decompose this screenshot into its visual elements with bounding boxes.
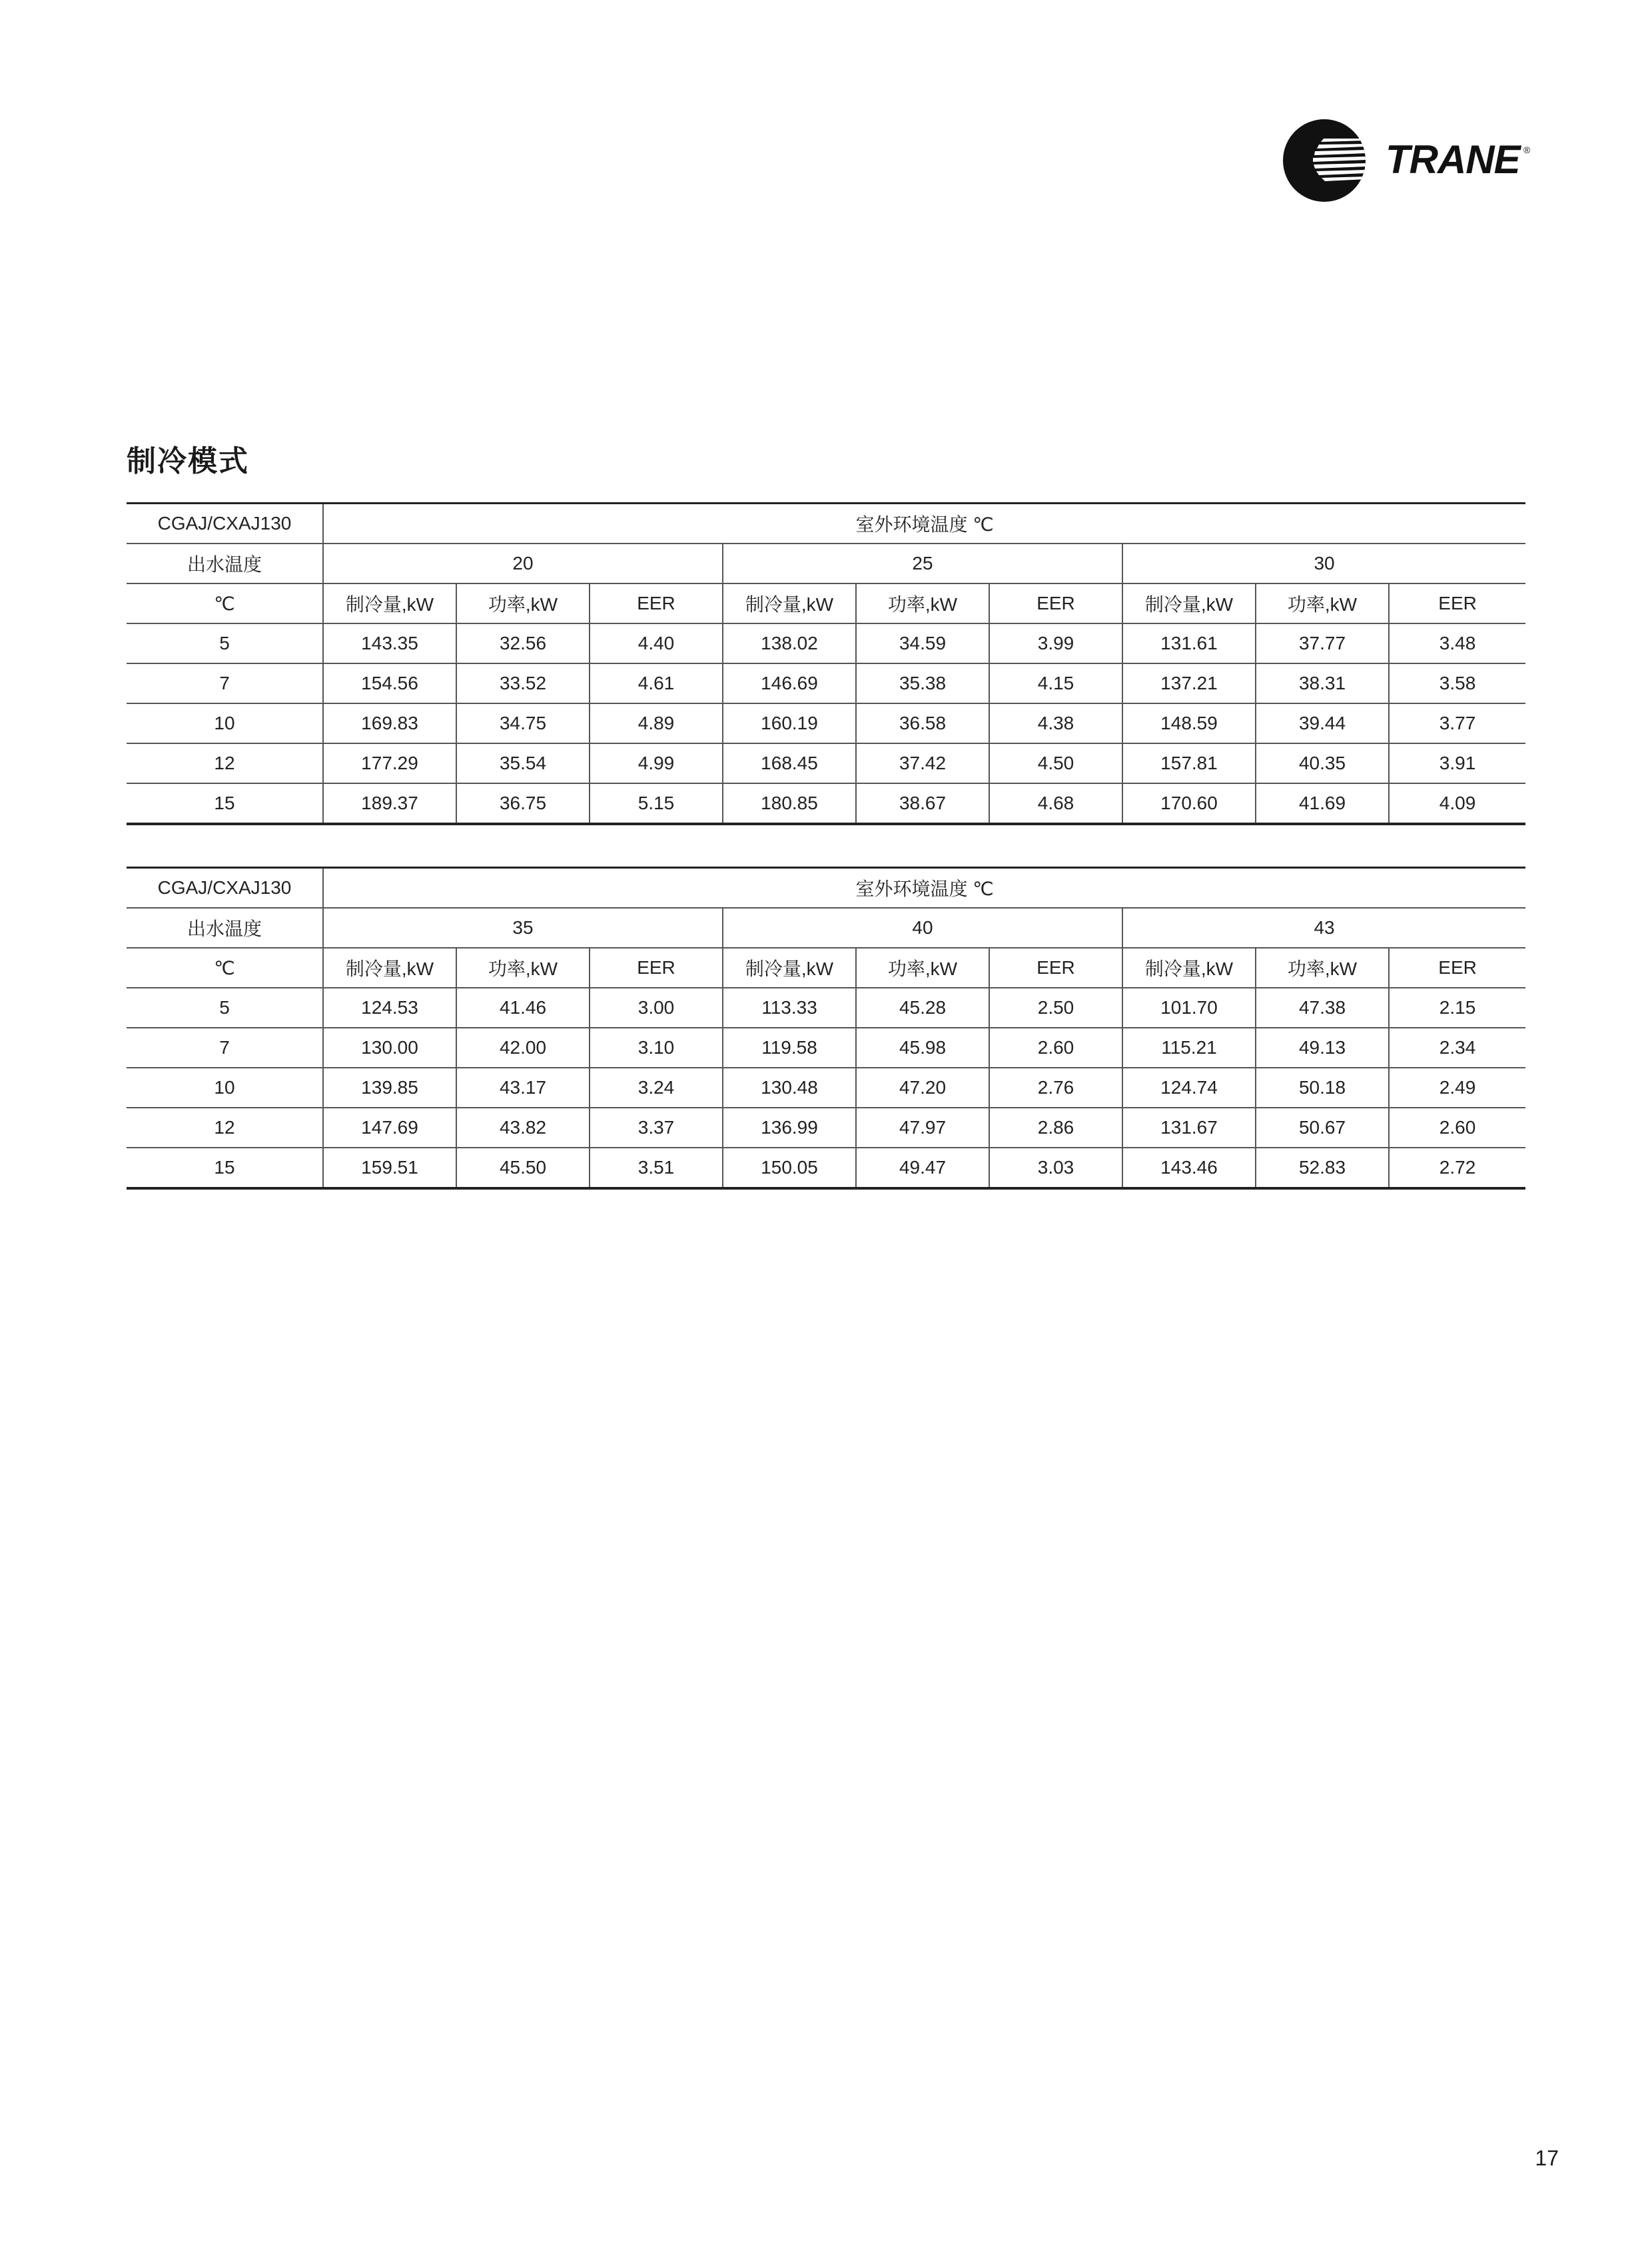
- table-cell: 131.61: [1122, 623, 1256, 663]
- trane-logo: [1282, 119, 1535, 202]
- ambient-temp-value: 25: [723, 544, 1122, 583]
- leaving-water-temp: 12: [127, 1108, 323, 1148]
- ambient-temp-header: 室外环境温度 ℃: [323, 868, 1525, 909]
- table-cell: 124.74: [1122, 1068, 1256, 1108]
- table-row: [127, 988, 1525, 1028]
- table-cell: 47.38: [1256, 988, 1389, 1028]
- table-cell: 4.40: [590, 623, 723, 663]
- table-cell: 2.15: [1389, 988, 1525, 1028]
- header-row-ambient-temps: [127, 908, 1525, 948]
- table-cell: 101.70: [1122, 988, 1256, 1028]
- table-row: [127, 743, 1525, 783]
- table-cell: 2.50: [989, 988, 1122, 1028]
- table-cell: 35.54: [456, 743, 590, 783]
- leaving-water-temp-label: 出水温度: [127, 544, 323, 583]
- column-header: EER: [1389, 948, 1525, 988]
- table-cell: 2.60: [1389, 1108, 1525, 1148]
- model-label: CGAJ/CXAJ130: [127, 504, 323, 544]
- table-cell: 32.56: [456, 623, 590, 663]
- ambient-temp-value: 20: [323, 544, 723, 583]
- leaving-water-temp: 15: [127, 783, 323, 824]
- table-cell: 45.28: [856, 988, 989, 1028]
- table-cell: 3.58: [1389, 663, 1525, 703]
- table-cell: 189.37: [323, 783, 456, 824]
- table-cell: 3.48: [1389, 623, 1525, 663]
- table-cell: 3.03: [989, 1148, 1122, 1188]
- table-cell: 37.42: [856, 743, 989, 783]
- table-cell: 3.51: [590, 1148, 723, 1188]
- table-cell: 47.20: [856, 1068, 989, 1108]
- table-row: [127, 1148, 1525, 1188]
- table-cell: 177.29: [323, 743, 456, 783]
- table-cell: 50.67: [1256, 1108, 1389, 1148]
- unit-label: ℃: [127, 583, 323, 623]
- table-cell: 150.05: [723, 1148, 856, 1188]
- table-cell: 43.82: [456, 1108, 590, 1148]
- table-cell: 43.17: [456, 1068, 590, 1108]
- table-row: [127, 1108, 1525, 1148]
- column-header: 功率,kW: [456, 583, 590, 623]
- table-cell: 3.24: [590, 1068, 723, 1108]
- table-cell: 143.35: [323, 623, 456, 663]
- table-cell: 47.97: [856, 1108, 989, 1148]
- column-header: EER: [1389, 583, 1525, 623]
- table-cell: 3.00: [590, 988, 723, 1028]
- table-cell: 2.60: [989, 1028, 1122, 1068]
- ambient-temp-value: 35: [323, 908, 723, 948]
- header-row-columns: [127, 948, 1525, 988]
- table-cell: 3.10: [590, 1028, 723, 1068]
- table-cell: 4.61: [590, 663, 723, 703]
- table-cell: 39.44: [1256, 703, 1389, 743]
- table-cell: 35.38: [856, 663, 989, 703]
- leaving-water-temp: 15: [127, 1148, 323, 1188]
- unit-label: ℃: [127, 948, 323, 988]
- ambient-temp-value: 43: [1122, 908, 1525, 948]
- column-header: 功率,kW: [456, 948, 590, 988]
- column-header: 功率,kW: [1256, 948, 1389, 988]
- column-header: 制冷量,kW: [1122, 583, 1256, 623]
- table-cell: 168.45: [723, 743, 856, 783]
- table-cell: 157.81: [1122, 743, 1256, 783]
- table-cell: 113.33: [723, 988, 856, 1028]
- table-cell: 160.19: [723, 703, 856, 743]
- table-cell: 170.60: [1122, 783, 1256, 824]
- registered-mark: ®: [1523, 145, 1531, 155]
- column-header: 制冷量,kW: [723, 583, 856, 623]
- leaving-water-temp-label: 出水温度: [127, 908, 323, 948]
- model-label: CGAJ/CXAJ130: [127, 868, 323, 909]
- table-cell: 115.21: [1122, 1028, 1256, 1068]
- table-cell: 40.35: [1256, 743, 1389, 783]
- table-cell: 3.99: [989, 623, 1122, 663]
- table-cell: 34.59: [856, 623, 989, 663]
- table-row: [127, 1028, 1525, 1068]
- table-cell: 2.76: [989, 1068, 1122, 1108]
- column-header: EER: [989, 948, 1122, 988]
- leaving-water-temp: 10: [127, 703, 323, 743]
- leaving-water-temp: 5: [127, 988, 323, 1028]
- table-cell: 148.59: [1122, 703, 1256, 743]
- table-cell: 38.31: [1256, 663, 1389, 703]
- table-cell: 180.85: [723, 783, 856, 824]
- header-row-model: [127, 868, 1525, 909]
- table-cell: 119.58: [723, 1028, 856, 1068]
- table-cell: 49.47: [856, 1148, 989, 1188]
- table-cell: 4.99: [590, 743, 723, 783]
- table-cell: 3.37: [590, 1108, 723, 1148]
- column-header: 功率,kW: [1256, 583, 1389, 623]
- section-title: 制冷模式: [127, 445, 249, 478]
- column-header: EER: [989, 583, 1122, 623]
- table-cell: 36.75: [456, 783, 590, 824]
- table-cell: 124.53: [323, 988, 456, 1028]
- table-cell: 147.69: [323, 1108, 456, 1148]
- performance-table-1: [127, 502, 1525, 825]
- table-cell: 4.50: [989, 743, 1122, 783]
- table-cell: 154.56: [323, 663, 456, 703]
- ambient-temp-header: 室外环境温度 ℃: [323, 504, 1525, 544]
- table-cell: 34.75: [456, 703, 590, 743]
- performance-table-2: [127, 867, 1525, 1190]
- column-header: EER: [590, 948, 723, 988]
- table-cell: 130.48: [723, 1068, 856, 1108]
- table-row: [127, 623, 1525, 663]
- table-cell: 139.85: [323, 1068, 456, 1108]
- table-cell: 159.51: [323, 1148, 456, 1188]
- table-cell: 3.91: [1389, 743, 1525, 783]
- column-header: 功率,kW: [856, 583, 989, 623]
- table-cell: 2.49: [1389, 1068, 1525, 1108]
- table-cell: 130.00: [323, 1028, 456, 1068]
- table-cell: 3.77: [1389, 703, 1525, 743]
- column-header: 制冷量,kW: [1122, 948, 1256, 988]
- table-cell: 136.99: [723, 1108, 856, 1148]
- table-cell: 2.86: [989, 1108, 1122, 1148]
- table-cell: 4.09: [1389, 783, 1525, 824]
- table-cell: 2.72: [1389, 1148, 1525, 1188]
- leaving-water-temp: 12: [127, 743, 323, 783]
- table-cell: 5.15: [590, 783, 723, 824]
- trane-logo-mark: [1282, 119, 1535, 202]
- table-cell: 36.58: [856, 703, 989, 743]
- table-cell: 137.21: [1122, 663, 1256, 703]
- table-row: [127, 663, 1525, 703]
- table-cell: 169.83: [323, 703, 456, 743]
- ambient-temp-value: 40: [723, 908, 1122, 948]
- table-cell: 50.18: [1256, 1068, 1389, 1108]
- ambient-temp-value: 30: [1122, 544, 1525, 583]
- table-cell: 4.38: [989, 703, 1122, 743]
- table-row: [127, 1068, 1525, 1108]
- table-cell: 131.67: [1122, 1108, 1256, 1148]
- table-cell: 2.34: [1389, 1028, 1525, 1068]
- column-header: 制冷量,kW: [323, 948, 456, 988]
- column-header: 制冷量,kW: [723, 948, 856, 988]
- leaving-water-temp: 7: [127, 1028, 323, 1068]
- table-cell: 49.13: [1256, 1028, 1389, 1068]
- table-cell: 45.98: [856, 1028, 989, 1068]
- table-cell: 4.89: [590, 703, 723, 743]
- table-cell: 41.69: [1256, 783, 1389, 824]
- table-cell: 4.68: [989, 783, 1122, 824]
- column-header: EER: [590, 583, 723, 623]
- header-row-model: [127, 504, 1525, 544]
- table-cell: 38.67: [856, 783, 989, 824]
- table-row: [127, 703, 1525, 743]
- column-header: 功率,kW: [856, 948, 989, 988]
- table-cell: 37.77: [1256, 623, 1389, 663]
- table-cell: 52.83: [1256, 1148, 1389, 1188]
- table-cell: 143.46: [1122, 1148, 1256, 1188]
- table-cell: 138.02: [723, 623, 856, 663]
- leaving-water-temp: 5: [127, 623, 323, 663]
- table-cell: 41.46: [456, 988, 590, 1028]
- page-number: 17: [1535, 2146, 1559, 2170]
- leaving-water-temp: 7: [127, 663, 323, 703]
- table-cell: 45.50: [456, 1148, 590, 1188]
- column-header: 制冷量,kW: [323, 583, 456, 623]
- table-cell: 146.69: [723, 663, 856, 703]
- header-row-columns: [127, 583, 1525, 623]
- table-cell: 42.00: [456, 1028, 590, 1068]
- leaving-water-temp: 10: [127, 1068, 323, 1108]
- table-cell: 33.52: [456, 663, 590, 703]
- table-row: [127, 783, 1525, 824]
- header-row-ambient-temps: [127, 544, 1525, 583]
- table-cell: 4.15: [989, 663, 1122, 703]
- brand-wordmark: TRANE: [1386, 137, 1520, 182]
